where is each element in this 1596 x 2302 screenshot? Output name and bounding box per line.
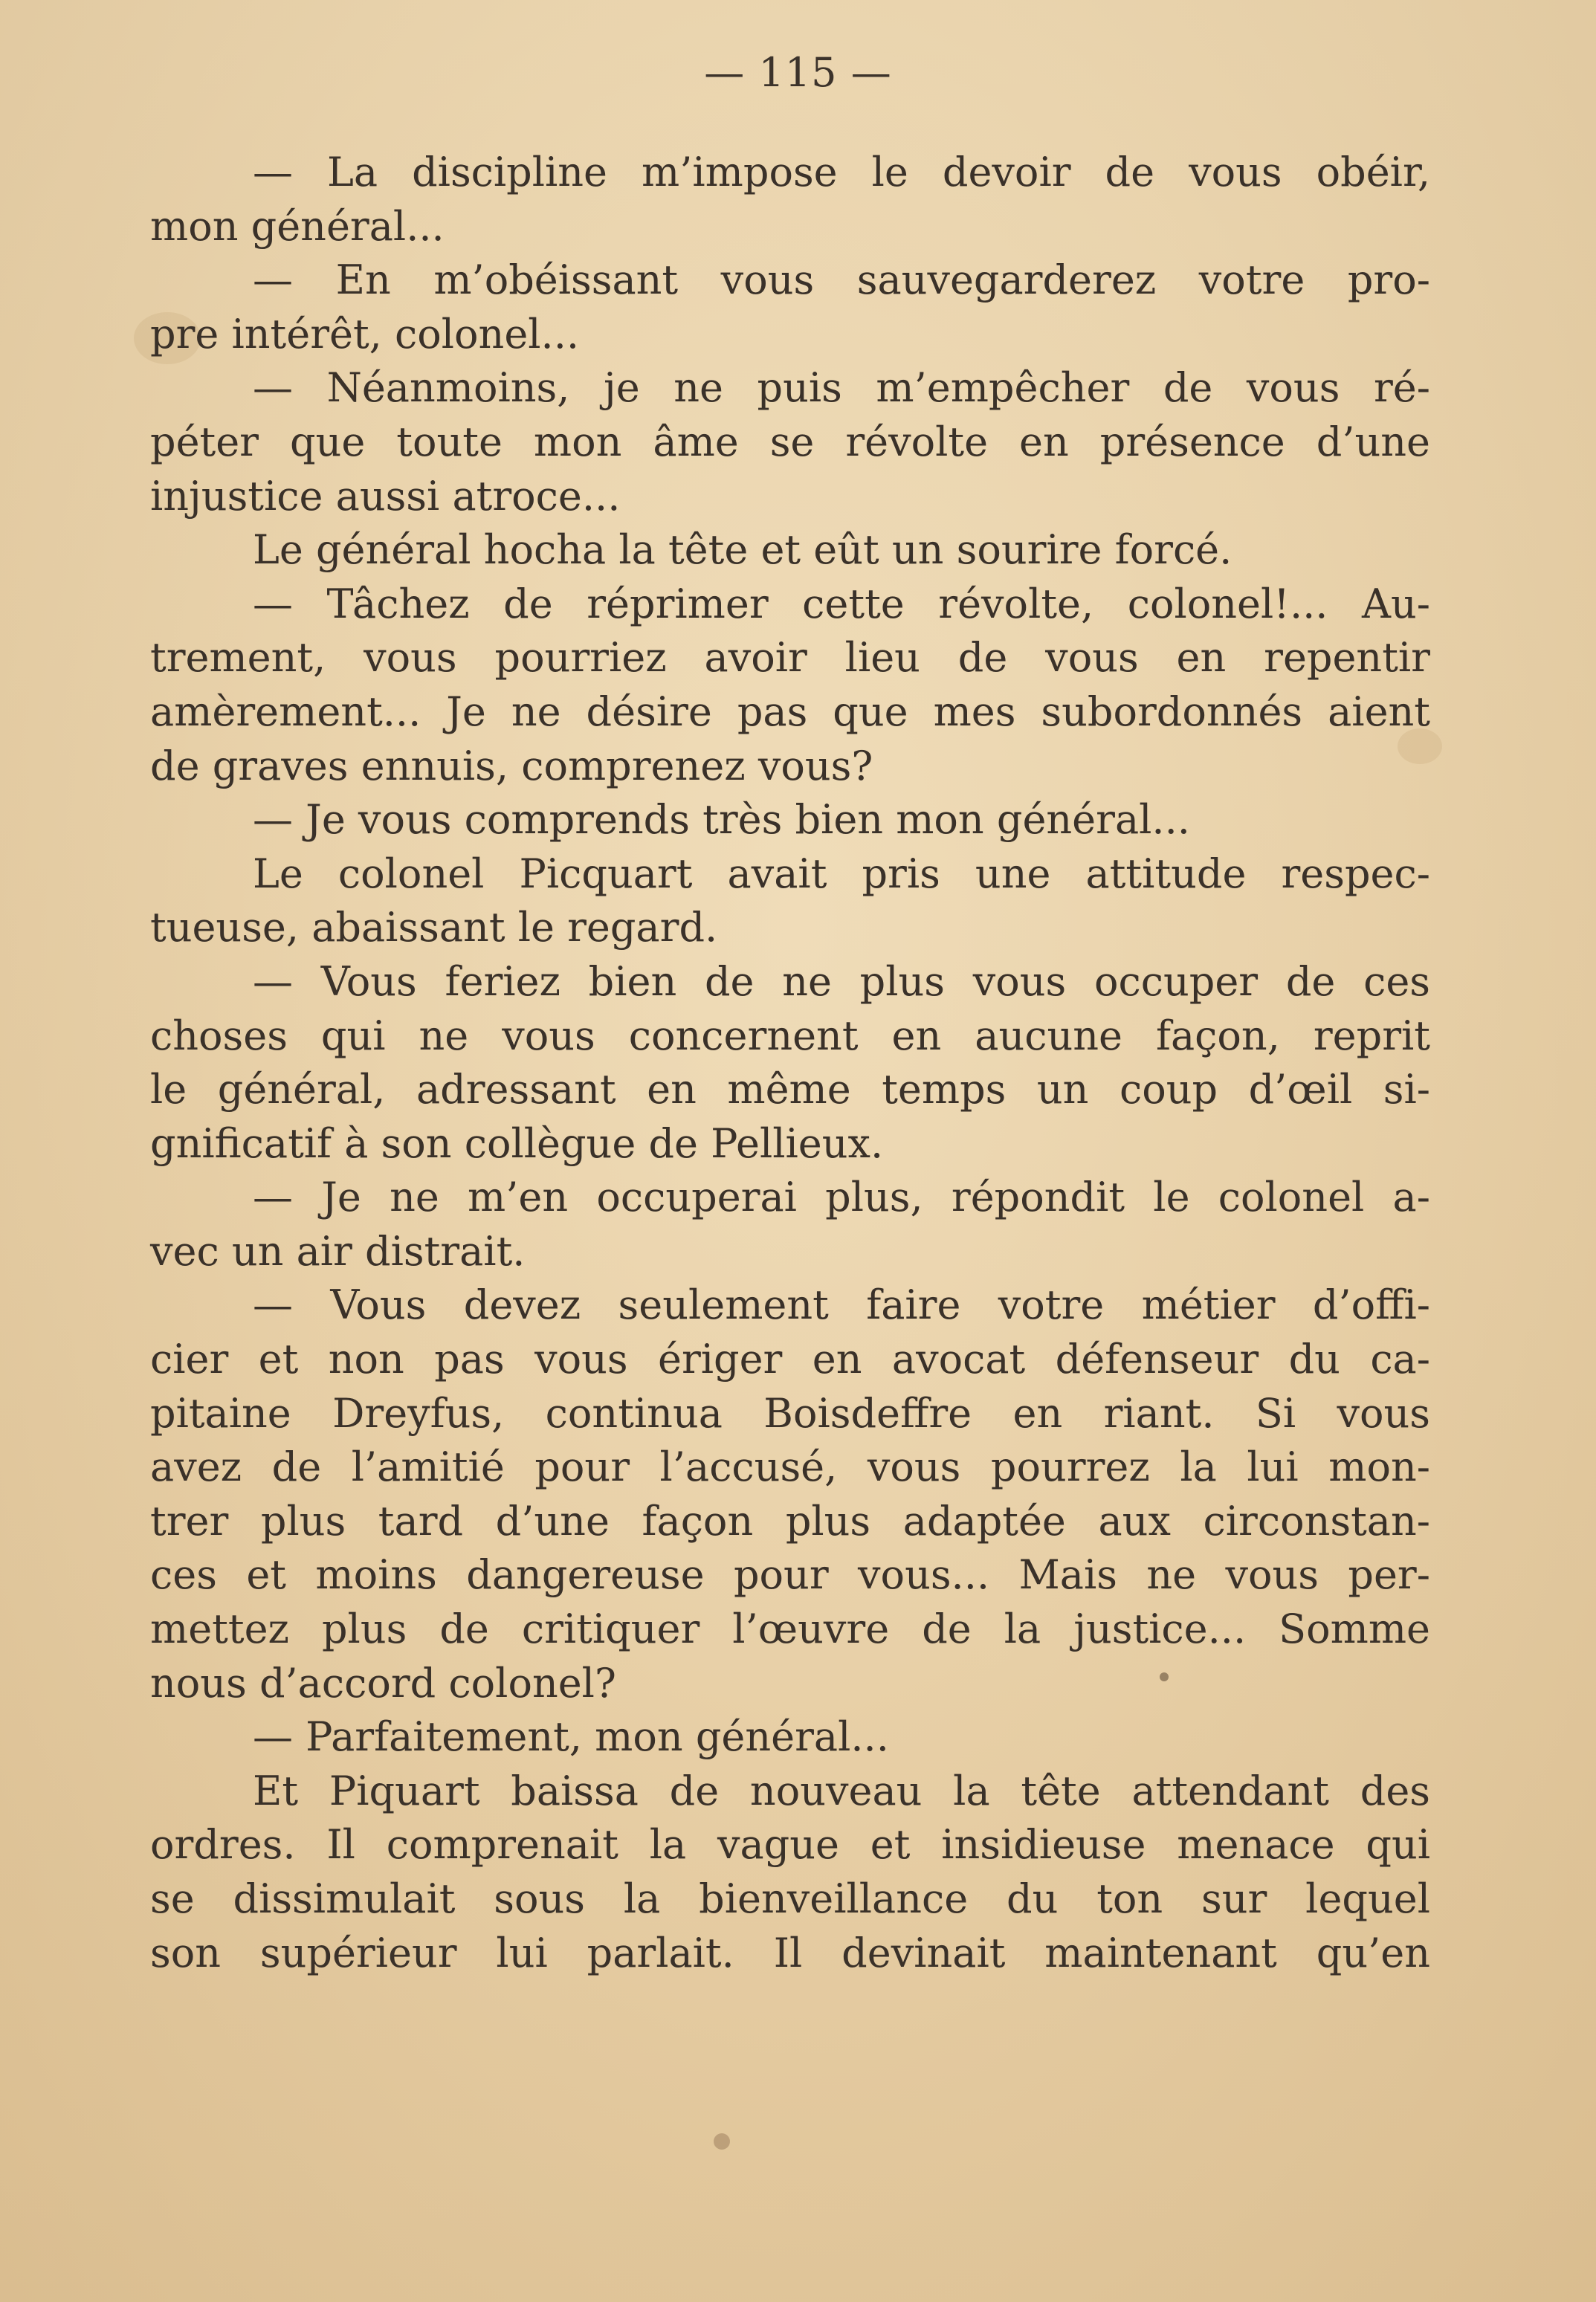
text-line: Et Piquart baissa de nouveau la tête attendant des xyxy=(253,1767,1430,1814)
text-line: Le colonel Picquart avait pris une attitude respec- xyxy=(253,850,1430,897)
text-line: trer plus tard d’une façon plus adaptée aux circonstan- xyxy=(150,1497,1430,1545)
text-line: — La discipline m’impose le devoir de vous obéir, xyxy=(253,149,1430,195)
page-number: — 115 — xyxy=(704,49,892,96)
text-line: — Tâchez de réprimer cette révolte, colonel!... Au- xyxy=(253,580,1430,627)
text-line: tueuse, abaissant le regard. xyxy=(150,904,718,951)
text-line: cier et non pas vous ériger en avocat défenseur du ca- xyxy=(150,1336,1430,1383)
text-line: mettez plus de critiquer l’œuvre de la justice... Somme xyxy=(150,1606,1430,1653)
text-line: — En m’obéissant vous sauvegarderez votre pro- xyxy=(253,256,1430,304)
paper-stain xyxy=(714,2133,730,2150)
text-line: — Parfaitement, mon général... xyxy=(253,1713,889,1761)
text-line: vec un air distrait. xyxy=(150,1227,526,1275)
text-line: Le général hocha la tête et eût un sourire forcé. xyxy=(253,526,1232,574)
text-line: mon général... xyxy=(150,202,445,250)
text-line: ces et moins dangereuse pour vous... Mais ne vous per- xyxy=(150,1551,1430,1599)
text-line: se dissimulait sous la bienveillance du ton sur lequel xyxy=(150,1875,1430,1922)
text-line: de graves ennuis, comprenez vous? xyxy=(150,742,873,789)
text-line: pre intérêt, colonel... xyxy=(150,310,580,358)
text-line: — Je ne m’en occuperai plus, répondit le colonel a- xyxy=(253,1174,1430,1221)
text-line: choses qui ne vous concernent en aucune façon, reprit xyxy=(150,1012,1430,1059)
text-line: gnificatif à son collègue de Pellieux. xyxy=(150,1119,884,1167)
text-line: — Vous devez seulement faire votre métier d’offi- xyxy=(253,1281,1430,1329)
text-line: ordres. Il comprenait la vague et insidieuse menace qui xyxy=(150,1821,1430,1869)
body-text xyxy=(150,146,1430,1980)
text-line: le général, adressant en même temps un coup d’œil si- xyxy=(150,1066,1430,1113)
text-line: trement, vous pourriez avoir lieu de vous en repentir xyxy=(150,634,1430,682)
text-line: avez de l’amitié pour l’accusé, vous pourrez la lui mon- xyxy=(150,1443,1430,1491)
text-line: son supérieur lui parlait. Il devinait maintenant qu’en xyxy=(150,1929,1430,1976)
text-line: amèrement... Je ne désire pas que mes subordonnés aient xyxy=(150,688,1430,735)
text-line: pitaine Dreyfus, continua Boisdeffre en riant. Si vous xyxy=(150,1389,1430,1437)
text-line: péter que toute mon âme se révolte en présence d’une xyxy=(150,418,1430,465)
text-line: nous d’accord colonel? xyxy=(150,1659,616,1707)
text-line: injustice aussi atroce... xyxy=(150,472,621,520)
text-line: — Vous feriez bien de ne plus vous occuper de ces xyxy=(253,957,1430,1005)
text-line: — Je vous comprends très bien mon général... xyxy=(253,796,1190,844)
text-line: — Néanmoins, je ne puis m’empêcher de vous ré- xyxy=(253,364,1430,412)
